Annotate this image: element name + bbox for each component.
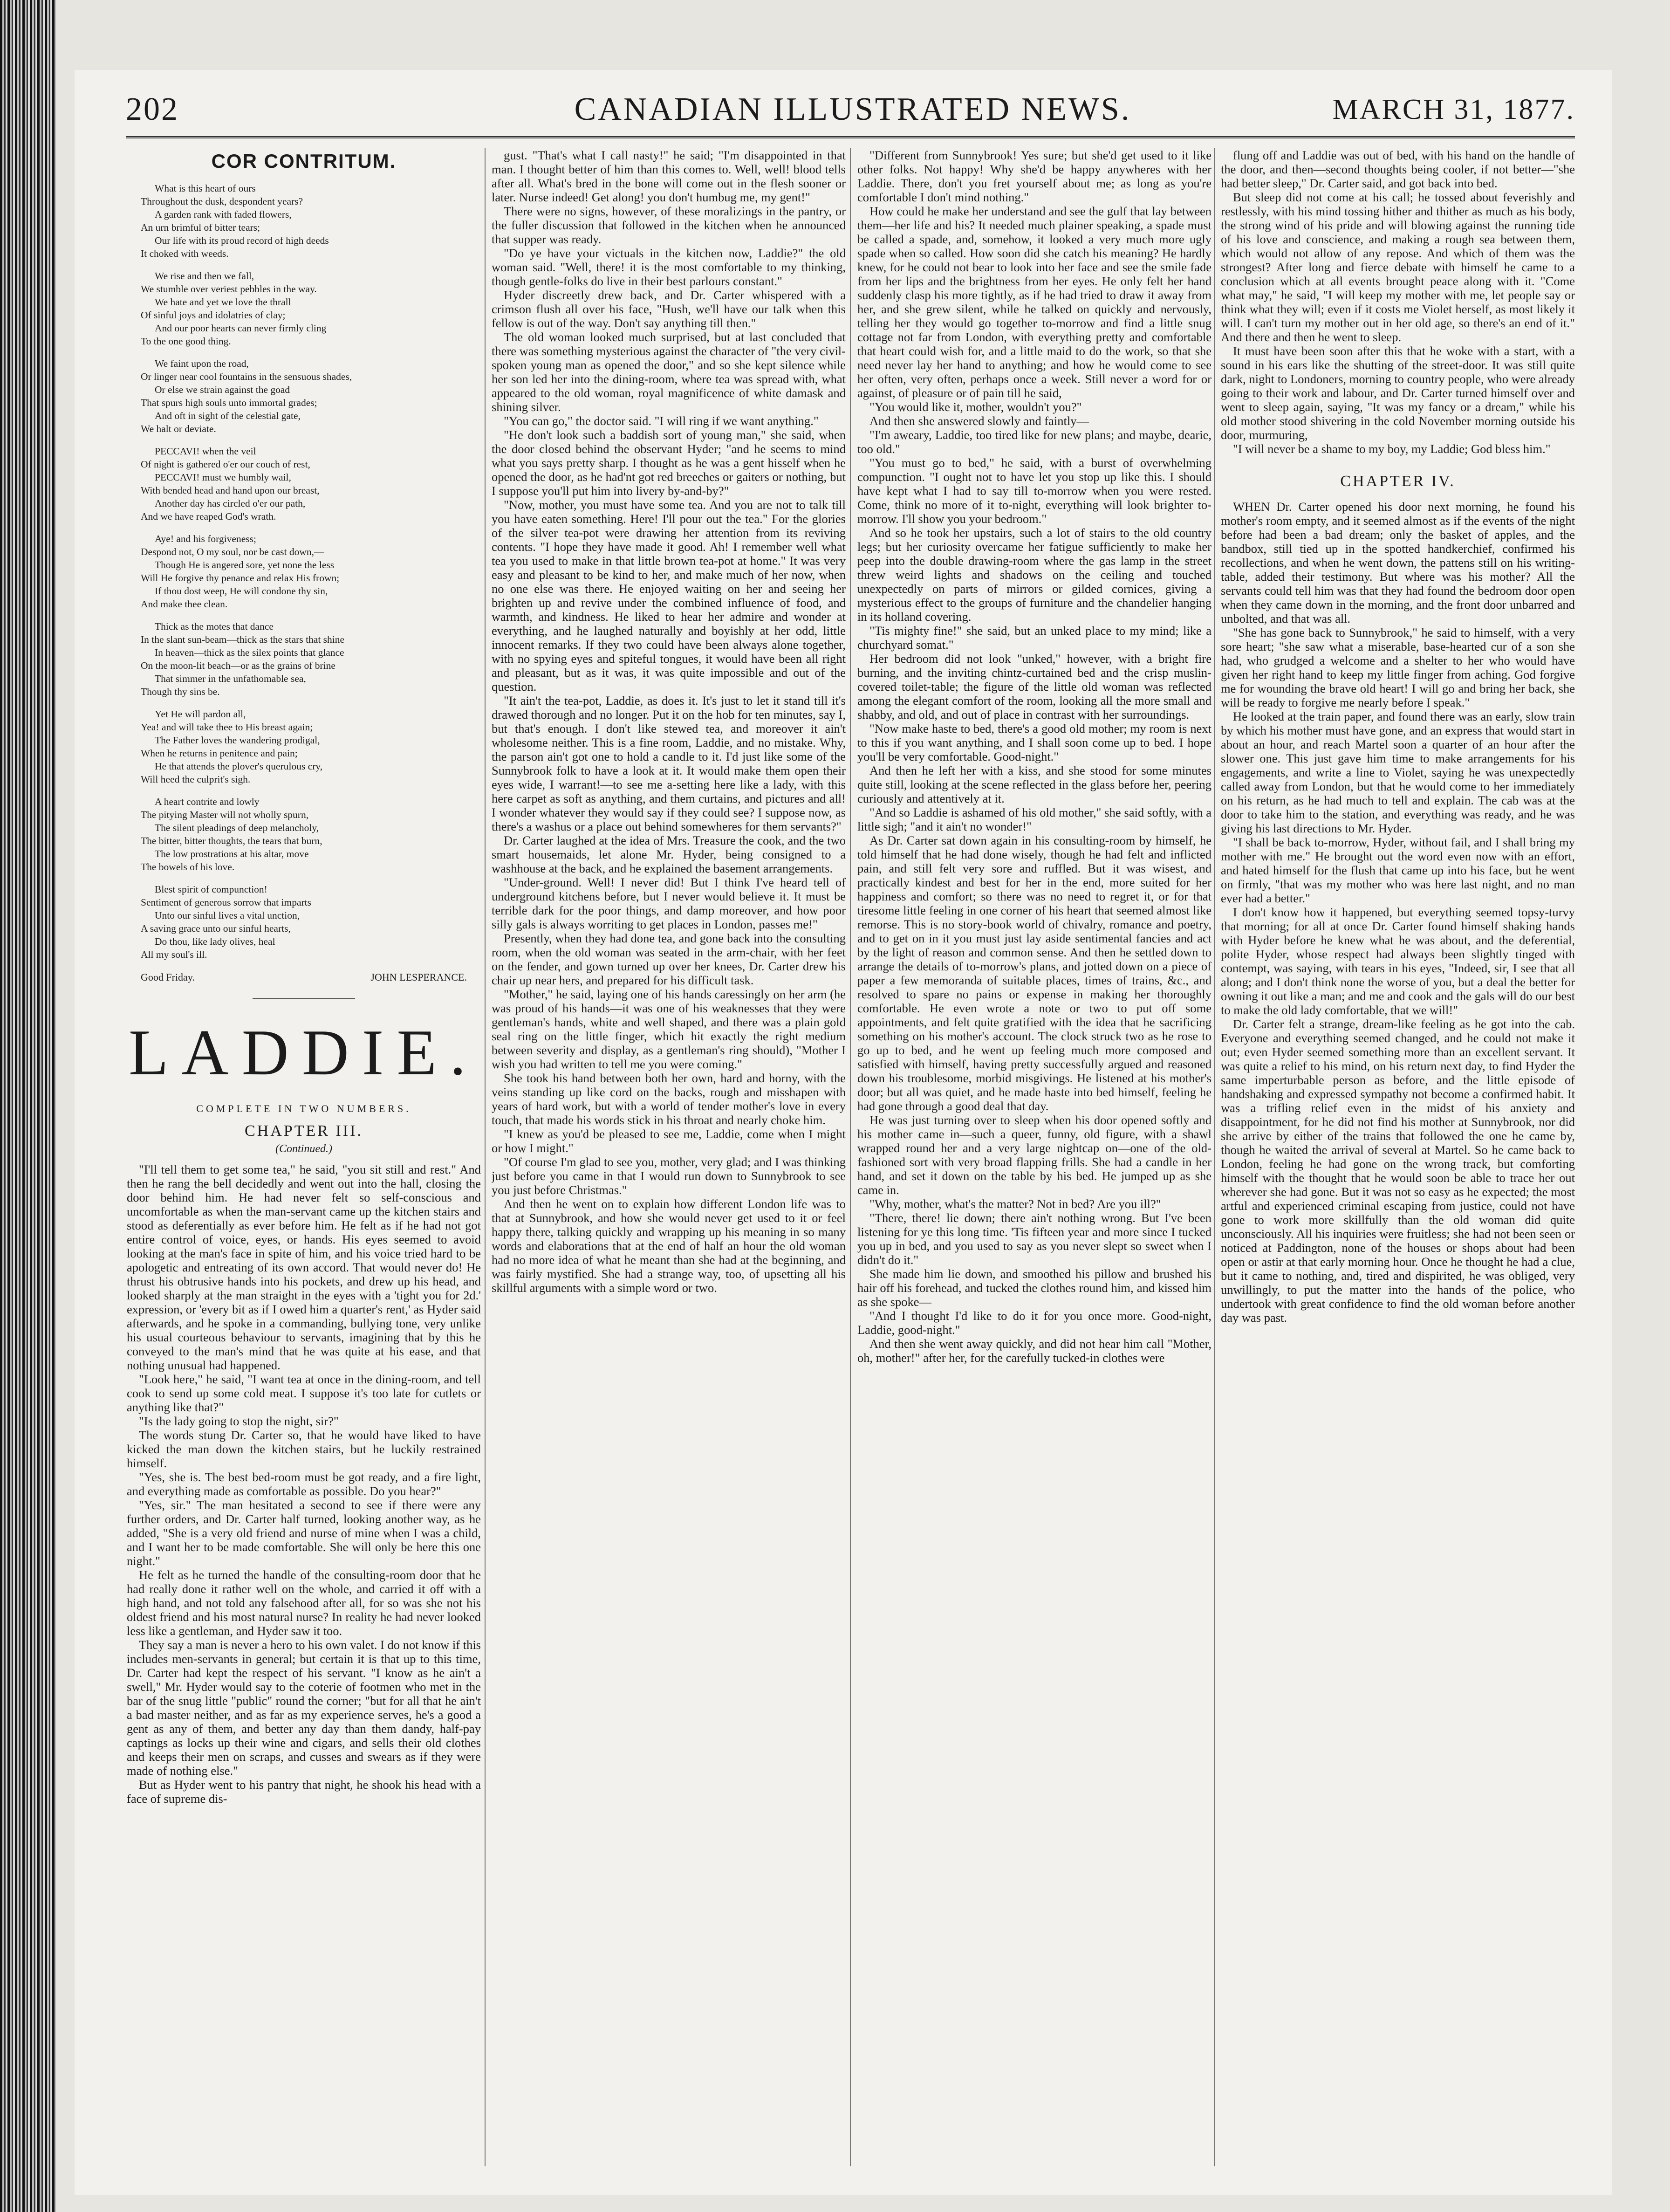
paragraph: But as Hyder went to his pantry that night, he shook his head with a face of supreme dis- xyxy=(127,1778,481,1806)
paragraph: "Of course I'm glad to see you, mother, very glad; and I was thinking just before you came in that I would run down to Sunnybrook to see you just before Christmas." xyxy=(492,1155,846,1197)
paragraph: "He don't look such a baddish sort of young man," she said, when the door closed behind the observant Hyder; "and he seems to mind what you says pretty sharp. I thought as he was a gent hisself when he opened the door, as he had'nt got red breeches or gaiters or nothing, but I suppose you'll put him into livery by-and-by?" xyxy=(492,428,846,498)
poem-body xyxy=(127,182,481,961)
chapter-heading: CHAPTER III. xyxy=(245,1122,363,1140)
poem-line: Or else we strain against the goad xyxy=(155,384,290,395)
poem-line: Do thou, like lady olives, heal xyxy=(155,936,275,947)
story-title: LADDIE. xyxy=(129,1017,479,1089)
paragraph: "I shall be back to-morrow, Hyder, without fail, and I shall bring my mother with me." He brought out the word even now with an effort, and hated himself for the flush that came up into his face, but he went on firmly, "that was my mother who was here last night, and no man ever had a better." xyxy=(1221,835,1575,905)
poem-stanza xyxy=(127,269,481,348)
story-text-col2 xyxy=(492,148,846,1295)
poem-line: We rise and then we fall, xyxy=(155,270,254,282)
poem-line: The silent pleadings of deep melancholy, xyxy=(155,822,319,833)
publication-title: CANADIAN ILLUSTRATED NEWS. xyxy=(574,91,1131,127)
poem-line: Thick as the motes that dance xyxy=(155,621,274,632)
poem-dateline: Good Friday. xyxy=(141,971,195,983)
column-rule xyxy=(485,148,486,2166)
paragraph: Presently, when they had done tea, and gone back into the consulting room, when the old woman was seated in the arm-chair, with her feet on the fender, and gown turned up over her knees, Dr. Carter drew his chair up near hers, and prepared for his difficult task. xyxy=(492,931,846,987)
paragraph: "It ain't the tea-pot, Laddie, as does it. It's just to let it stand till it's drawed thorough and no longer. Put it on the hob for ten minutes, say I, but that's enough. I don't like stewed tea, and moreover it ain't wholesome neither. This is a fine room, Laddie, and no mistake. Why, the parson ain't got one to hold a candle to it. I'd just like some of the Sunnybrook folk to have a look at it. It would make them open their eyes wide, I warrant!—to see me a-setting here like a lady, with this here carpet as soft as anything, and them curtains, and pictures and all! I wonder whatever they would say if they could see? I suppose now, as there's a washus or a place out behind somewheres for them servants?" xyxy=(492,694,846,833)
paragraph: "You would like it, mother, wouldn't you?" xyxy=(869,400,1082,414)
issue-date: MARCH 31, 1877. xyxy=(1332,94,1575,125)
section-divider xyxy=(253,998,355,999)
poem-line: It choked with weeds. xyxy=(141,248,229,259)
poem-line: Throughout the dusk, despondent years? xyxy=(141,196,303,207)
poem-signature xyxy=(141,970,467,984)
poem-line: The Father loves the wandering prodigal, xyxy=(155,735,320,746)
paragraph: He looked at the train paper, and found there was an early, slow train by which his mother must have gone, and an express that would start in about an hour, and reach Martel soon a quarter of an hour after the slower one. This just gave him time to make arrangements for his engagements, and write a line to Violet, saying he was unexpectedly called away from London, but that he would come to her immediately on his return, as he had much to tell and explain. The cab was at the door to take him to the station, and everything was ready, and he was giving his last directions to Mr. Hyder. xyxy=(1221,709,1575,835)
poem-line: Another day has circled o'er our path, xyxy=(155,498,306,509)
story-text-col1 xyxy=(127,1162,481,1806)
paragraph: They say a man is never a hero to his own valet. I do not know if this includes men-servants in general; but certain it is that up to this time, Dr. Carter had kept the respect of his servant. "I know as he ain't a swell," Mr. Hyder would say to the coterie of footmen who met in the bar of the snug little "public" round the corner; "but for all that he ain't a bad master neither, and as far as my experience serves, he's a good a gent as any of them, and better any day than them dandy, half-pay captings as locks up their wine and cigars, and sells their old clothes and keeps their men on scraps, and cusses and swears as if they were made of nothing else." xyxy=(127,1638,481,1778)
story-text-col4b xyxy=(1221,500,1575,1325)
poem-line: We stumble over veriest pebbles in the way. xyxy=(141,283,317,295)
paragraph: And so he took her upstairs, such a lot of stairs to the old country legs; but her curiosity overcame her fatigue sufficiently to make her peep into the double drawing-room where the gas lamp in the street threw weird lights and shadows on the ceiling and touched unexpectedly on parts of mirrors or gilded cornices, giving a mysterious effect to the groups of furniture and the chandelier hanging in its holland covering. xyxy=(857,526,1211,624)
paragraph: "Tis mighty fine!" she said, but an unked place to my mind; like a churchyard somat." xyxy=(857,624,1211,652)
poem-stanza xyxy=(127,620,481,698)
poem-line: With bended head and hand upon our breast, xyxy=(141,485,320,496)
poem-line: Will heed the culprit's sigh. xyxy=(141,774,251,785)
poem-line: In the slant sun-beam—thick as the stars that shine xyxy=(141,634,345,645)
paragraph: He felt as he turned the handle of the consulting-room door that he had really done it rather well on the whole, and carried it off with a high hand, and not told any falsehood after all, for so was she not his oldest friend and his most natural nurse? In reality he had never looked less like a gentleman, and Hyder saw it too. xyxy=(127,1568,481,1638)
paragraph: But sleep did not come at his call; he tossed about feverishly and restlessly, with his mind tossing hither and thither as much as his body, the strong wind of his pride and will blowing against the running tide of his love and conscience, and making a rough sea between them, which would not allow of any repose. And which of them was the strongest? After long and fierce debate with himself he came to a conclusion which at all events brought peace along with it. "Come what may," he said, "I will keep my mother with me, let people say or think what they will; even if it costs me Violet herself, as most likely it will. I can't turn my mother out in her old age, so there's an end of it." And there and then he went to sleep. xyxy=(1221,190,1575,344)
poem-line: Sentiment of generous sorrow that imparts xyxy=(141,897,312,908)
paragraph: "I knew as you'd be pleased to see me, Laddie, come when I might or how I might." xyxy=(492,1127,846,1155)
continued-note: (Continued.) xyxy=(275,1143,332,1155)
chapter-heading: CHAPTER IV. xyxy=(1340,473,1456,490)
poem-line: PECCAVI! must we humbly wail, xyxy=(155,472,291,483)
paragraph: gust. "That's what I call nasty!" he said; "I'm disappointed in that man. I thought better of him than this comes to. Well, well! blood tells after all. What's bred in the bone will come out in the flesh sooner or later. Nurse indeed! Get along! you don't humbug me, my gent!" xyxy=(492,148,846,204)
poem-stanza xyxy=(127,357,481,435)
poem-line: Aye! and his forgiveness; xyxy=(155,533,256,544)
paragraph: flung off and Laddie was out of bed, with his hand on the handle of the door, and then—second thoughts being cooler, if not better—"she had better sleep," Dr. Carter said, and got back into bed. xyxy=(1221,148,1575,190)
paragraph: "Different from Sunnybrook! Yes sure; but she'd get used to it like other folks. Not happy! Why she'd be happy anywheres with her Laddie. There, don't you fret yourself about me; as long as you're comfortable I don't mind nothing." xyxy=(857,148,1211,204)
paragraph: "You can go," the doctor said. "I will ring if we want anything." xyxy=(504,414,819,428)
paragraph: Her bedroom did not look "unked," however, with a bright fire burning, and the inviting chintz-curtained bed and the crisp muslin-covered toilet-table; the figure of the little old woman was reflected among the elegant comfort of the room, looking all the more small and shabby, and old, and out of place in contrast with her surroundings. xyxy=(857,652,1211,721)
poem-stanza xyxy=(127,182,481,260)
poem-line: We faint upon the road, xyxy=(155,358,249,369)
paragraph: "Mother," he said, laying one of his hands caressingly on her arm (he was proud of his hands—it was one of his weaknesses that they were gentleman's hands, white and well shaped, and there was a plain gold seal ring on the little finger, which hit exactly the right medium between severity and display, as a gentleman's ring should), "Mother I wish you had written to tell me you were coming." xyxy=(492,987,846,1071)
poem-line: A garden rank with faded flowers, xyxy=(155,209,292,220)
poem-line: All my soul's ill. xyxy=(141,949,207,960)
paragraph: And then she went away quickly, and did not hear him call "Mother, oh, mother!" after her, for the carefully tucked-in clothes were xyxy=(857,1337,1211,1365)
paragraph: It must have been soon after this that he woke with a start, with a sound in his ears like the shutting of the street-door. It was still quite dark, night to Londoners, morning to country people, who were already going to their work and labour, and Dr. Carter turned himself over and went to sleep again, saying, "It was my fancy or a dream," while his old mother stood shivering in the cold November morning outside his door, murmuring, xyxy=(1221,344,1575,442)
poem-line: The bitter, bitter thoughts, the tears that burn, xyxy=(141,835,322,846)
poem-line: Despond not, O my soul, nor be cast down,— xyxy=(141,546,324,557)
paragraph: "Do ye have your victuals in the kitchen now, Laddie?" the old woman said. "Well, there! it is the most comfortable to my thinking, though gentle-folks do live in their best parlours constant." xyxy=(492,246,846,288)
header-rule xyxy=(126,136,1575,138)
poem-line: And make thee clean. xyxy=(141,598,228,610)
story-text-col3 xyxy=(857,148,1211,1365)
paragraph: Dr. Carter felt a strange, dream-like feeling as he got into the cab. Everyone and everything seemed changed, and he could not make it out; even Hyder seemed something more than an excellent servant. It was quite a relief to his mind, on his return next day, to find Hyder the same imperturbable person as before, and the little episode of handshaking and expressed sympathy not become a confirmed habit. It was a trifling relief even in the midst of his anxiety and disappointment, for he did not find his mother at Sunnybrook, nor did she arrive by either of the trains that followed the one he came by, though he waited the arrival of several at Martel. So he came back to London, feeling he had gone on the wrong track, but comforting himself with the thought that he would soon be able to trace her out wherever she had gone. But it was not so easy as he expected; the most artful and experienced criminal escaping from justice, could not have gone to work more skillfully than the old woman did quite unconsciously. All his inquiries were fruitless; she had not been seen or noticed at Paddington, none of the houses or shops about had been open or astir at that early morning hour. Once he thought he had a clue, but it came to nothing, and, tired and dispirited, he was obliged, very unwillingly, to put the matter into the hands of the police, who undertook with great confidence to find the old woman before another day was past. xyxy=(1221,1017,1575,1325)
column-3 xyxy=(857,148,1211,2166)
paragraph: "Yes, sir." The man hesitated a second to see if there were any further orders, and Dr. Carter half turned, looking another way, as he added, "She is a very old friend and nurse of mine when I was a child, and I want her to be made comfortable. She will only be here this one night." xyxy=(127,1498,481,1568)
paragraph: The old woman looked much surprised, but at last concluded that there was something mysterious against the character of "the very civil-spoken young man as opened the door," and so she kept silence while her son led her into the dining-room, where tea was spread with, what appeared to the old woman, royal magnificence of white damask and shining silver. xyxy=(492,330,846,414)
poem-stanza xyxy=(127,708,481,786)
page-header xyxy=(126,89,1575,131)
poem-stanza xyxy=(127,883,481,961)
paragraph: And then she answered slowly and faintly— xyxy=(869,414,1089,428)
paragraph: She made him lie down, and smoothed his pillow and brushed his hair off his forehead, and tucked the clothes round him, and kissed him as she spoke— xyxy=(857,1267,1211,1309)
paragraph: "Now, mother, you must have some tea. And you are not to talk till you have eaten something. Here! I'll pour out the tea." For the glories of the silver tea-pot were drawing her attention from its reviving contents. "I hope they have made it good. Ah! I remember well what tea you used to make in that little brown tea-pot at home." It was very easy and pleasant to be kind to her, and make much of her now, when no one else was there. He enjoyed waiting on her and seeing her brighten up and revive under the combined influence of food, and warmth, and kindness. He liked to hear her admire and wonder at everything, and he laughed naturally and boyishly at her odd, little innocent remarks. If they two could have been always alone together, with no spying eyes and spiteful tongues, it would have been all right and pleasant, but as it was, it was quite impossible and out of the question. xyxy=(492,498,846,694)
poem-title: COR CONTRITUM. xyxy=(211,150,397,172)
paragraph: "And I thought I'd like to do it for you once more. Good-night, Laddie, good-night." xyxy=(857,1309,1211,1337)
paragraph: "There, there! lie down; there ain't nothing wrong. But I've been listening for ye this long time. 'Tis fifteen year and more since I tucked you up in bed, and you used to say as you never slept so sweet when I didn't do it." xyxy=(857,1211,1211,1267)
poem-line: Yet He will pardon all, xyxy=(155,708,246,720)
paragraph: "And so Laddie is ashamed of his old mother," she said softly, with a little sigh; "and it ain't no wonder!" xyxy=(857,805,1211,833)
page-binding-edge xyxy=(0,0,56,2212)
column-4 xyxy=(1221,148,1575,2166)
paragraph: The words stung Dr. Carter so, that he would have liked to have kicked the man down the kitchen stairs, but he luckily restrained himself. xyxy=(127,1428,481,1470)
poem-line: Our life with its proud record of high deeds xyxy=(155,235,329,246)
poem-line: The bowels of his love. xyxy=(141,861,235,872)
poem-line: The low prostrations at his altar, move xyxy=(155,848,309,859)
poem-line: We halt or deviate. xyxy=(141,423,216,434)
poem-stanza xyxy=(127,795,481,873)
paragraph: He was just turning over to sleep when his door opened softly and his mother came in—such a queer, funny, old figure, with a shawl wrapped round her and a very large nightcap on—one of the old-fashioned sort with very broad flapping frills. She had a candle in her hand, and set it down on the table by his bed. He jumped up as she came in. xyxy=(857,1113,1211,1197)
poem-line: Or linger near cool fountains in the sensuous shades, xyxy=(141,371,352,382)
poem-line: Of night is gathered o'er our couch of rest, xyxy=(141,459,310,470)
paragraph: I don't know how it happened, but everything seemed topsy-turvy that morning; for all at once Dr. Carter found himself shaking hands with Hyder before he knew what he was about, and the deferential, polite Hyder, whose respect had always been slightly tinged with contempt, was saying, with tears in his eyes, "Indeed, sir, I see that all along; and I don't think none the worse of you, but a deal the better for owning it out like a man; and me and cook and the gals will do our best to make the old lady comfortable, that we will!" xyxy=(1221,905,1575,1017)
paragraph: "Why, mother, what's the matter? Not in bed? Are you ill?" xyxy=(869,1197,1161,1211)
poem-line: To the one good thing. xyxy=(141,336,231,347)
column-rule xyxy=(850,148,851,2166)
poem-line: Though thy sins be. xyxy=(141,686,220,697)
paragraph: How could he make her understand and see the gulf that lay between them—her life and his? It needed much plainer speaking, a spade must be called a spade, and, somehow, it looked a very much more ugly spade when so called. How soon did she catch his meaning? He hardly knew, for he could not bear to look into her face and see the smile fade from her lips and the brightness from her eyes. He only felt her hand suddenly clasp his more tightly, as if he had tried to draw it away from her, and she grew silent, while he talked on quickly and nervously, telling her they would go together to-morrow and find a little snug cottage not far from London, with everything pretty and comfortable that heart could wish for, and a little maid to do the work, so that she need never lay her hand to anything; and how he would come to see her often, very often, perhaps once a week. Still never a word for or against, of pleasure or of pain till he said, xyxy=(857,204,1211,400)
column-1 xyxy=(127,148,481,2166)
poem-line: Yea! and will take thee to His breast again; xyxy=(141,721,313,733)
poem-stanza xyxy=(127,445,481,523)
story-text-col4a xyxy=(1221,148,1575,456)
poem-line: We hate and yet we love the thrall xyxy=(155,296,291,308)
paragraph: "You must go to bed," he said, with a burst of overwhelming compunction. "I ought not to have let you stop up like this. I should have kept what I had to say till to-morrow when you were rested. Come, think no more of it to-night, everything will look brighter to-morrow. I'll show you your bedroom." xyxy=(857,456,1211,526)
poem-line: Will He forgive thy penance and relax His frown; xyxy=(141,572,340,584)
poem-line: In heaven—thick as the silex points that glance xyxy=(155,647,344,658)
poem-line: What is this heart of ours xyxy=(155,183,256,194)
poem-line: An urn brimful of bitter tears; xyxy=(141,222,260,233)
poem-line: A saving grace unto our sinful hearts, xyxy=(141,923,291,934)
paragraph: "Look here," he said, "I want tea at once in the dining-room, and tell cook to send up some cold meat. I suppose it's too late for cutlets or anything like that?" xyxy=(127,1372,481,1414)
poem-line: PECCAVI! when the veil xyxy=(155,446,256,457)
paragraph: "I will never be a shame to my boy, my Laddie; God bless him." xyxy=(1233,442,1551,456)
column-rule xyxy=(1214,148,1215,2166)
poem-line: On the moon-lit beach—or as the grains of brine xyxy=(141,660,335,671)
poem-line: That spurs high souls unto immortal grades; xyxy=(141,397,317,408)
poem-line: Blest spirit of compunction! xyxy=(155,884,267,895)
poem-line: Unto our sinful lives a vital unction, xyxy=(155,910,300,921)
paragraph: And then he went on to explain how different London life was to that at Sunnybrook, and how she would never get used to it or feel happy there, talking quickly and wrapping up his meaning in so many words and elaborations that at the end of half an hour the old woman had no more idea of what he meant than she had at the beginning, and was fairly mystified. She had a strange way, too, of upsetting all his skillful arguments with a simple word or two. xyxy=(492,1197,846,1295)
poem-line: A heart contrite and lowly xyxy=(155,796,260,807)
paragraph: "Under-ground. Well! I never did! But I think I've heard tell of underground kitchens before, but I never would believe it. It must be terrible dark for the poor things, and damp moreover, and how poor silly gals is always worriting to get places in London, passes me!" xyxy=(492,875,846,931)
poem-line: When he returns in penitence and pain; xyxy=(141,748,298,759)
poem-line: And we have reaped God's wrath. xyxy=(141,511,276,522)
paragraph: Hyder discreetly drew back, and Dr. Carter whispered with a crimson flush all over his face, "Hush, we'll have our talk when this fellow is out of the way. Don't say anything till then." xyxy=(492,288,846,330)
poem-line: That simmer in the unfathomable sea, xyxy=(155,673,306,684)
poem-line: The pitying Master will not wholly spurn, xyxy=(141,809,309,820)
paragraph: "Yes, she is. The best bed-room must be got ready, and a fire light, and everything made as comfortable as possible. Do you hear?" xyxy=(127,1470,481,1498)
column-2 xyxy=(492,148,846,2166)
paragraph: There were no signs, however, of these moralizings in the pantry, or the fuller discussion that followed in the kitchen when he announced that supper was ready. xyxy=(492,204,846,246)
paragraph: "I'm aweary, Laddie, too tired like for new plans; and maybe, dearie, too old." xyxy=(857,428,1211,456)
poem-line: He that attends the plover's querulous cry, xyxy=(155,761,323,772)
poem-author: JOHN LESPERANCE. xyxy=(370,971,467,983)
paragraph: And then he left her with a kiss, and she stood for some minutes quite still, looking at the scene reflected in the glass before her, peering curiously and attentively at it. xyxy=(857,763,1211,805)
paragraph: "Now make haste to bed, there's a good old mother; my room is next to this if you want anything, and I shall soon come up to bed. I hope you'll be very comfortable. Good-night." xyxy=(857,721,1211,763)
paragraph: As Dr. Carter sat down again in his consulting-room by himself, he told himself that he had done wisely, though he had felt and inflicted pain, and still felt very sore and ruffled. But it was wisest, and practically kindest and best for her in the end, more suited for her happiness and comfort; so there was no need to regret it, or for that tiresome little feeling in one corner of his heart that seemed almost like remorse. This is no story-book world of chivalry, romance and poetry, and to get on in it you must just lay aside sentimental fancies and act by the light of reason and common sense. And then he settled down to arrange the details of to-morrow's plans, and jotted down on a piece of paper a few memoranda of suitable places, times of trains, &c., and resolved to spare no pains or expense in making her thoroughly comfortable. He even wrote a note or two to put off some appointments, and felt quite gratified with the idea that he sacrificing something on his mother's account. The clock struck two as he rose to go up to bed, and he went up feeling much more composed and satisfied with himself, having pretty successfully argued and reasoned down his troublesome, morbid misgivings. He listened at his mother's door; but all was quiet, and he made haste into bed himself, feeling he had gone through a good deal that day. xyxy=(857,833,1211,1113)
paragraph: Dr. Carter laughed at the idea of Mrs. Treasure the cook, and the two smart housemaids, let alone Mr. Hyder, being consigned to a washhouse at the back, and he explained the basement arrangements. xyxy=(492,833,846,875)
paragraph: "Is the lady going to stop the night, sir?" xyxy=(139,1414,339,1428)
poem-stanza xyxy=(127,532,481,611)
poem-line: Though He is angered sore, yet none the less xyxy=(155,559,335,570)
paragraph: "I'll tell them to get some tea," he said, "you sit still and rest." And then he rang the bell decidedly and went out into the hall, closing the door behind him. He had never felt so self-conscious and uncomfortable as when the man-servant came up the kitchen stairs and stood as deferentially as ever before him. He felt as if he had not got entire control of voice, eyes, or hands. His eyes seemed to avoid looking at the man's face in spite of him, and his voice tried hard to be apologetic and entreating of its own accord. That would never do! He thrust his obtrusive hands into his pockets, and drew up his head, and looked sharply at the man straight in the eyes with a 'tight you for 2d.' expression, or 'every bit as if I owed him a quarter's rent,' as Hyder said afterwards, and he spoke in a commanding, bullying tone, very unlike his usual courteous behaviour to servants, imagining that by this he conveyed to the man's mind that he was quite at his ease, and that nothing unusual had happened. xyxy=(127,1162,481,1372)
paragraph: She took his hand between both her own, hard and horny, with the veins standing up like cord on the backs, rough and misshapen with years of hard work, but with a world of tender mother's love in every touch, that made his words stick in his throat and nearly choke him. xyxy=(492,1071,846,1127)
paragraph: WHEN Dr. Carter opened his door next morning, he found his mother's room empty, and it seemed almost as if the events of the night before had been a bad dream; only the basket of apples, and the bandbox, still tied up in the spotted handkerchief, confirmed his recollections, and when he went down, the pattens still on his writing-table, added their testimony. But where was his mother? All the servants could tell him was that they had found the bedroom door open when they came down in the morning, and the front door unbarred and unbolted, and that was all. xyxy=(1221,500,1575,625)
poem-line: If thou dost weep, He will condone thy sin, xyxy=(155,585,328,597)
page-number: 202 xyxy=(126,91,179,127)
story-subtitle: COMPLETE IN TWO NUMBERS. xyxy=(196,1103,411,1114)
poem-line: And our poor hearts can never firmly cling xyxy=(155,323,327,334)
poem-line: And oft in sight of the celestial gate, xyxy=(155,410,301,421)
paragraph: "She has gone back to Sunnybrook," he said to himself, with a very sore heart; "she saw what a miserable, base-hearted cur of a son she had, who grudged a welcome and a shelter to her who would have given her right hand to keep my little finger from aching. God forgive me for wounding the brave old heart! I will go and bring her back, she will be ready to forgive me nearly before I speak." xyxy=(1221,625,1575,709)
poem-line: Of sinful joys and idolatries of clay; xyxy=(141,309,286,321)
